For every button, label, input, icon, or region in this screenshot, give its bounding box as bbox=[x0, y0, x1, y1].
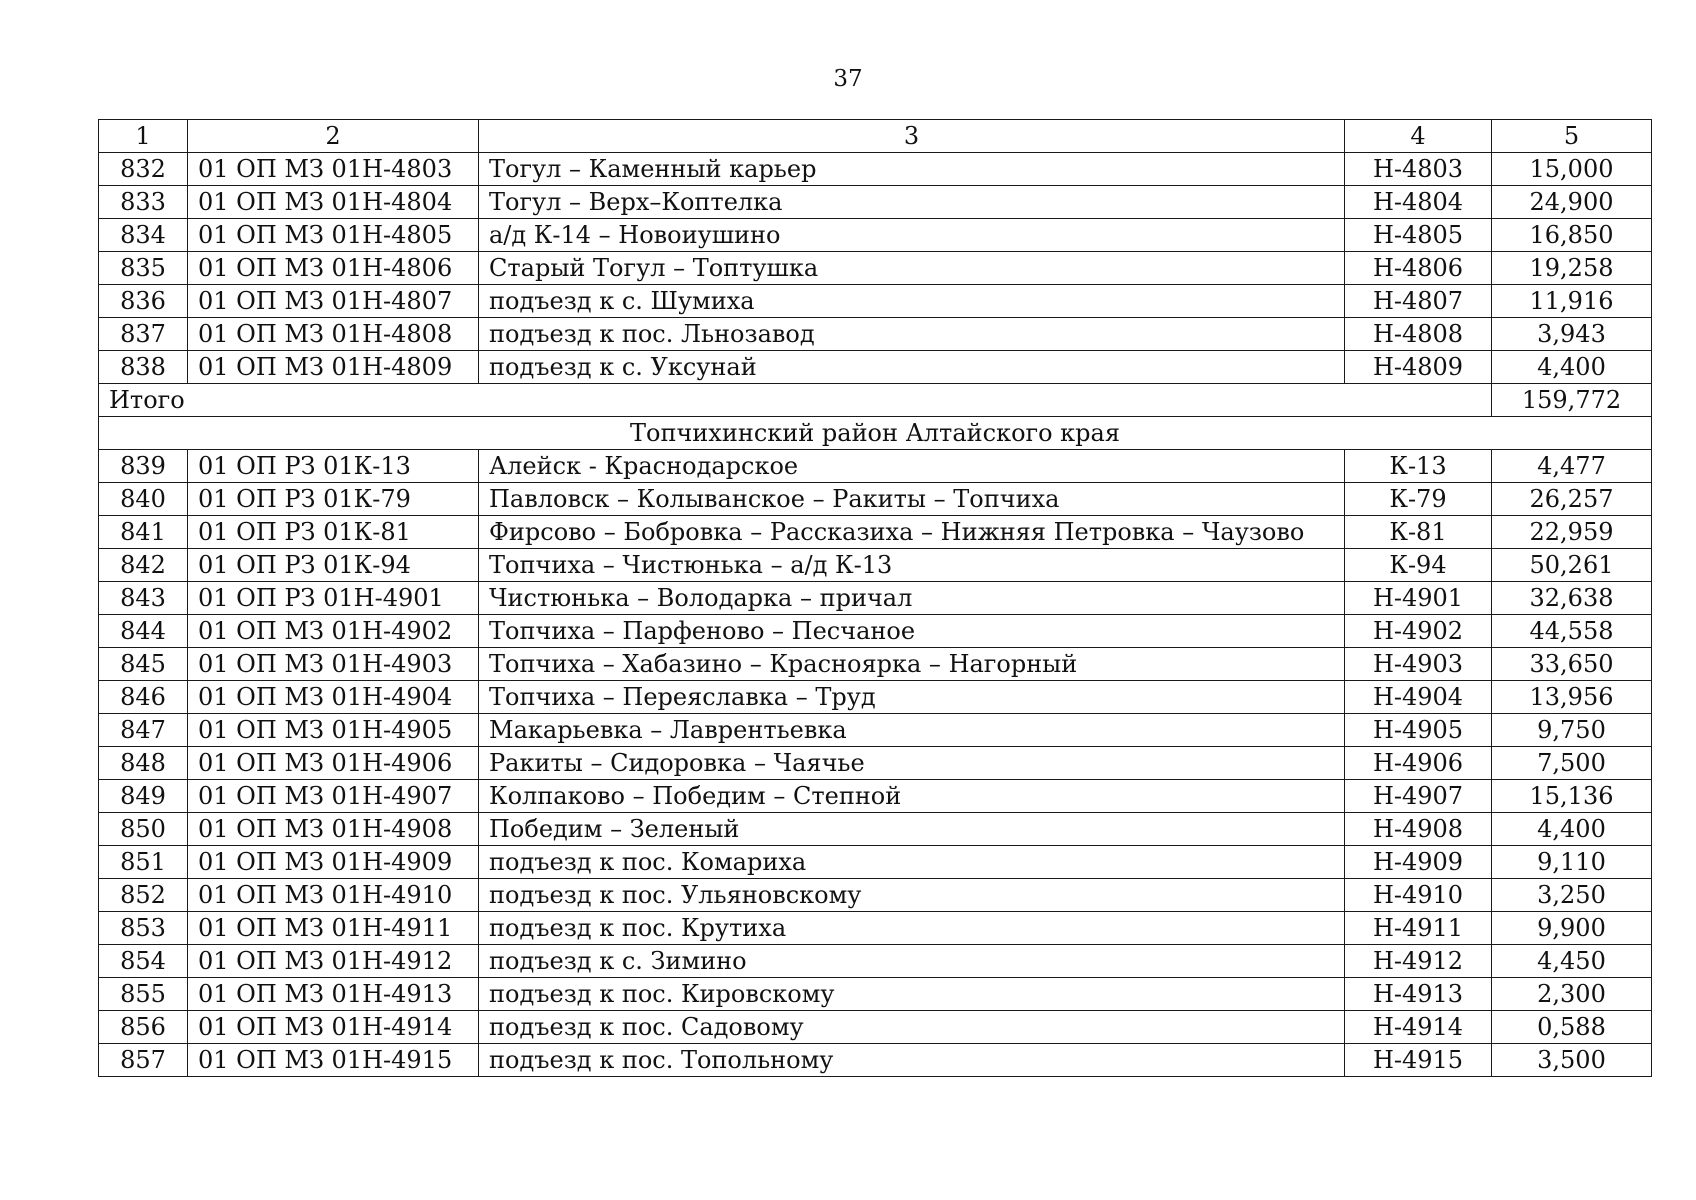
road-id-cell: 01 ОП МЗ 01Н-4807 bbox=[188, 285, 479, 318]
road-length-cell: 4,477 bbox=[1492, 450, 1652, 483]
table-row bbox=[99, 318, 1652, 351]
road-name-cell: подъезд к пос. Кировскому bbox=[479, 978, 1345, 1011]
road-code-cell: Н-4809 bbox=[1345, 351, 1492, 384]
road-registry-table bbox=[98, 119, 1652, 1077]
row-number-cell: 839 bbox=[99, 450, 188, 483]
road-name-cell: Макарьевка – Лаврентьевка bbox=[479, 714, 1345, 747]
road-code-cell: Н-4905 bbox=[1345, 714, 1492, 747]
road-code-cell: Н-4807 bbox=[1345, 285, 1492, 318]
road-length-cell: 15,136 bbox=[1492, 780, 1652, 813]
row-number-cell: 845 bbox=[99, 648, 188, 681]
table-row bbox=[99, 1044, 1652, 1077]
row-number-cell: 854 bbox=[99, 945, 188, 978]
table-row bbox=[99, 615, 1652, 648]
road-id-cell: 01 ОП МЗ 01Н-4905 bbox=[188, 714, 479, 747]
road-length-cell: 3,250 bbox=[1492, 879, 1652, 912]
road-length-cell: 16,850 bbox=[1492, 219, 1652, 252]
table-row bbox=[99, 351, 1652, 384]
road-code-cell: Н-4808 bbox=[1345, 318, 1492, 351]
road-name-cell: подъезд к пос. Льнозавод bbox=[479, 318, 1345, 351]
row-number-cell: 852 bbox=[99, 879, 188, 912]
table-row bbox=[99, 450, 1652, 483]
table-row bbox=[99, 186, 1652, 219]
road-length-cell: 9,750 bbox=[1492, 714, 1652, 747]
road-code-cell: Н-4806 bbox=[1345, 252, 1492, 285]
road-name-cell: Павловск – Колыванское – Ракиты – Топчиха bbox=[479, 483, 1345, 516]
road-id-cell: 01 ОП МЗ 01Н-4910 bbox=[188, 879, 479, 912]
table-row bbox=[99, 252, 1652, 285]
road-name-cell: Чистюнька – Володарка – причал bbox=[479, 582, 1345, 615]
road-code-cell: Н-4804 bbox=[1345, 186, 1492, 219]
road-name-cell: Фирсово – Бобровка – Рассказиха – Нижняя Петровка – Чаузово bbox=[479, 516, 1345, 549]
road-id-cell: 01 ОП МЗ 01Н-4902 bbox=[188, 615, 479, 648]
road-length-cell: 7,500 bbox=[1492, 747, 1652, 780]
road-id-cell: 01 ОП МЗ 01Н-4913 bbox=[188, 978, 479, 1011]
road-name-cell: подъезд к пос. Садовому bbox=[479, 1011, 1345, 1044]
road-name-cell: Топчиха – Хабазино – Красноярка – Нагорный bbox=[479, 648, 1345, 681]
road-code-cell: Н-4901 bbox=[1345, 582, 1492, 615]
row-number-cell: 846 bbox=[99, 681, 188, 714]
road-name-cell: Топчиха – Переяславка – Труд bbox=[479, 681, 1345, 714]
road-length-cell: 24,900 bbox=[1492, 186, 1652, 219]
road-code-cell: Н-4912 bbox=[1345, 945, 1492, 978]
section-row bbox=[99, 417, 1652, 450]
row-number-cell: 833 bbox=[99, 186, 188, 219]
road-id-cell: 01 ОП РЗ 01К-94 bbox=[188, 549, 479, 582]
table-row bbox=[99, 846, 1652, 879]
road-length-cell: 3,943 bbox=[1492, 318, 1652, 351]
total-value: 159,772 bbox=[1492, 384, 1652, 417]
road-name-cell: Колпаково – Победим – Степной bbox=[479, 780, 1345, 813]
table-row bbox=[99, 516, 1652, 549]
row-number-cell: 842 bbox=[99, 549, 188, 582]
road-id-cell: 01 ОП МЗ 01Н-4911 bbox=[188, 912, 479, 945]
road-code-cell: Н-4803 bbox=[1345, 153, 1492, 186]
column-header-2: 2 bbox=[188, 120, 479, 153]
row-number-cell: 835 bbox=[99, 252, 188, 285]
row-number-cell: 832 bbox=[99, 153, 188, 186]
page-number: 37 bbox=[833, 66, 863, 92]
road-code-cell: Н-4914 bbox=[1345, 1011, 1492, 1044]
road-id-cell: 01 ОП РЗ 01К-79 bbox=[188, 483, 479, 516]
total-row bbox=[99, 384, 1652, 417]
section-title: Топчихинский район Алтайского края bbox=[99, 417, 1652, 450]
road-length-cell: 22,959 bbox=[1492, 516, 1652, 549]
road-id-cell: 01 ОП МЗ 01Н-4804 bbox=[188, 186, 479, 219]
row-number-cell: 837 bbox=[99, 318, 188, 351]
road-id-cell: 01 ОП МЗ 01Н-4914 bbox=[188, 1011, 479, 1044]
road-name-cell: подъезд к пос. Комариха bbox=[479, 846, 1345, 879]
road-code-cell: Н-4903 bbox=[1345, 648, 1492, 681]
table-row bbox=[99, 1011, 1652, 1044]
table-row bbox=[99, 648, 1652, 681]
road-id-cell: 01 ОП МЗ 01Н-4907 bbox=[188, 780, 479, 813]
table-row bbox=[99, 582, 1652, 615]
road-name-cell: подъезд к пос. Крутиха bbox=[479, 912, 1345, 945]
row-number-cell: 843 bbox=[99, 582, 188, 615]
road-id-cell: 01 ОП МЗ 01Н-4803 bbox=[188, 153, 479, 186]
road-id-cell: 01 ОП МЗ 01Н-4909 bbox=[188, 846, 479, 879]
road-id-cell: 01 ОП МЗ 01Н-4906 bbox=[188, 747, 479, 780]
road-name-cell: а/д К-14 – Новоиушино bbox=[479, 219, 1345, 252]
road-id-cell: 01 ОП МЗ 01Н-4904 bbox=[188, 681, 479, 714]
table-row bbox=[99, 747, 1652, 780]
table-row bbox=[99, 879, 1652, 912]
road-id-cell: 01 ОП МЗ 01Н-4908 bbox=[188, 813, 479, 846]
road-name-cell: Ракиты – Сидоровка – Чаячье bbox=[479, 747, 1345, 780]
road-code-cell: Н-4911 bbox=[1345, 912, 1492, 945]
road-code-cell: Н-4910 bbox=[1345, 879, 1492, 912]
table-row bbox=[99, 681, 1652, 714]
road-length-cell: 13,956 bbox=[1492, 681, 1652, 714]
road-length-cell: 11,916 bbox=[1492, 285, 1652, 318]
column-header-4: 4 bbox=[1345, 120, 1492, 153]
road-name-cell: подъезд к с. Уксунай bbox=[479, 351, 1345, 384]
table-row bbox=[99, 780, 1652, 813]
road-length-cell: 9,900 bbox=[1492, 912, 1652, 945]
road-id-cell: 01 ОП РЗ 01Н-4901 bbox=[188, 582, 479, 615]
road-name-cell: Топчиха – Парфеново – Песчаное bbox=[479, 615, 1345, 648]
table-row bbox=[99, 219, 1652, 252]
road-code-cell: Н-4913 bbox=[1345, 978, 1492, 1011]
row-number-cell: 853 bbox=[99, 912, 188, 945]
road-id-cell: 01 ОП МЗ 01Н-4809 bbox=[188, 351, 479, 384]
road-code-cell: К-79 bbox=[1345, 483, 1492, 516]
road-code-cell: Н-4902 bbox=[1345, 615, 1492, 648]
column-header-1: 1 bbox=[99, 120, 188, 153]
road-name-cell: Старый Тогул – Топтушка bbox=[479, 252, 1345, 285]
road-length-cell: 2,300 bbox=[1492, 978, 1652, 1011]
table-row bbox=[99, 912, 1652, 945]
road-length-cell: 4,450 bbox=[1492, 945, 1652, 978]
column-header-5: 5 bbox=[1492, 120, 1652, 153]
road-code-cell: Н-4907 bbox=[1345, 780, 1492, 813]
road-id-cell: 01 ОП МЗ 01Н-4808 bbox=[188, 318, 479, 351]
road-name-cell: Тогул – Каменный карьер bbox=[479, 153, 1345, 186]
road-code-cell: Н-4805 bbox=[1345, 219, 1492, 252]
road-length-cell: 9,110 bbox=[1492, 846, 1652, 879]
row-number-cell: 855 bbox=[99, 978, 188, 1011]
road-length-cell: 50,261 bbox=[1492, 549, 1652, 582]
road-id-cell: 01 ОП МЗ 01Н-4805 bbox=[188, 219, 479, 252]
road-name-cell: подъезд к пос. Ульяновскому bbox=[479, 879, 1345, 912]
road-code-cell: К-94 bbox=[1345, 549, 1492, 582]
row-number-cell: 848 bbox=[99, 747, 188, 780]
road-name-cell: подъезд к пос. Топольному bbox=[479, 1044, 1345, 1077]
column-header-3: 3 bbox=[479, 120, 1345, 153]
road-id-cell: 01 ОП МЗ 01Н-4912 bbox=[188, 945, 479, 978]
table-row bbox=[99, 813, 1652, 846]
road-id-cell: 01 ОП МЗ 01Н-4915 bbox=[188, 1044, 479, 1077]
road-length-cell: 4,400 bbox=[1492, 351, 1652, 384]
row-number-cell: 847 bbox=[99, 714, 188, 747]
road-length-cell: 4,400 bbox=[1492, 813, 1652, 846]
road-id-cell: 01 ОП МЗ 01Н-4903 bbox=[188, 648, 479, 681]
road-length-cell: 0,588 bbox=[1492, 1011, 1652, 1044]
road-id-cell: 01 ОП РЗ 01К-13 bbox=[188, 450, 479, 483]
row-number-cell: 841 bbox=[99, 516, 188, 549]
road-length-cell: 3,500 bbox=[1492, 1044, 1652, 1077]
road-name-cell: Победим – Зеленый bbox=[479, 813, 1345, 846]
road-name-cell: Тогул – Верх–Коптелка bbox=[479, 186, 1345, 219]
road-name-cell: Алейск - Краснодарское bbox=[479, 450, 1345, 483]
road-length-cell: 44,558 bbox=[1492, 615, 1652, 648]
row-number-cell: 838 bbox=[99, 351, 188, 384]
row-number-cell: 851 bbox=[99, 846, 188, 879]
road-id-cell: 01 ОП РЗ 01К-81 bbox=[188, 516, 479, 549]
row-number-cell: 856 bbox=[99, 1011, 188, 1044]
row-number-cell: 850 bbox=[99, 813, 188, 846]
total-label: Итого bbox=[99, 384, 1492, 417]
row-number-cell: 834 bbox=[99, 219, 188, 252]
road-code-cell: Н-4909 bbox=[1345, 846, 1492, 879]
table-row bbox=[99, 483, 1652, 516]
table-row bbox=[99, 978, 1652, 1011]
road-code-cell: К-13 bbox=[1345, 450, 1492, 483]
road-code-cell: Н-4904 bbox=[1345, 681, 1492, 714]
road-code-cell: Н-4908 bbox=[1345, 813, 1492, 846]
row-number-cell: 857 bbox=[99, 1044, 188, 1077]
road-length-cell: 26,257 bbox=[1492, 483, 1652, 516]
road-length-cell: 19,258 bbox=[1492, 252, 1652, 285]
row-number-cell: 844 bbox=[99, 615, 188, 648]
header-row bbox=[99, 120, 1652, 153]
road-id-cell: 01 ОП МЗ 01Н-4806 bbox=[188, 252, 479, 285]
road-length-cell: 33,650 bbox=[1492, 648, 1652, 681]
table-row bbox=[99, 285, 1652, 318]
table-row bbox=[99, 549, 1652, 582]
road-code-cell: К-81 bbox=[1345, 516, 1492, 549]
row-number-cell: 849 bbox=[99, 780, 188, 813]
table-body bbox=[99, 120, 1652, 1077]
road-name-cell: подъезд к с. Шумиха bbox=[479, 285, 1345, 318]
row-number-cell: 840 bbox=[99, 483, 188, 516]
table-row bbox=[99, 945, 1652, 978]
table-row bbox=[99, 714, 1652, 747]
row-number-cell: 836 bbox=[99, 285, 188, 318]
road-code-cell: Н-4915 bbox=[1345, 1044, 1492, 1077]
road-name-cell: Топчиха – Чистюнька – а/д К-13 bbox=[479, 549, 1345, 582]
road-code-cell: Н-4906 bbox=[1345, 747, 1492, 780]
road-name-cell: подъезд к с. Зимино bbox=[479, 945, 1345, 978]
table-row bbox=[99, 153, 1652, 186]
road-length-cell: 32,638 bbox=[1492, 582, 1652, 615]
road-length-cell: 15,000 bbox=[1492, 153, 1652, 186]
